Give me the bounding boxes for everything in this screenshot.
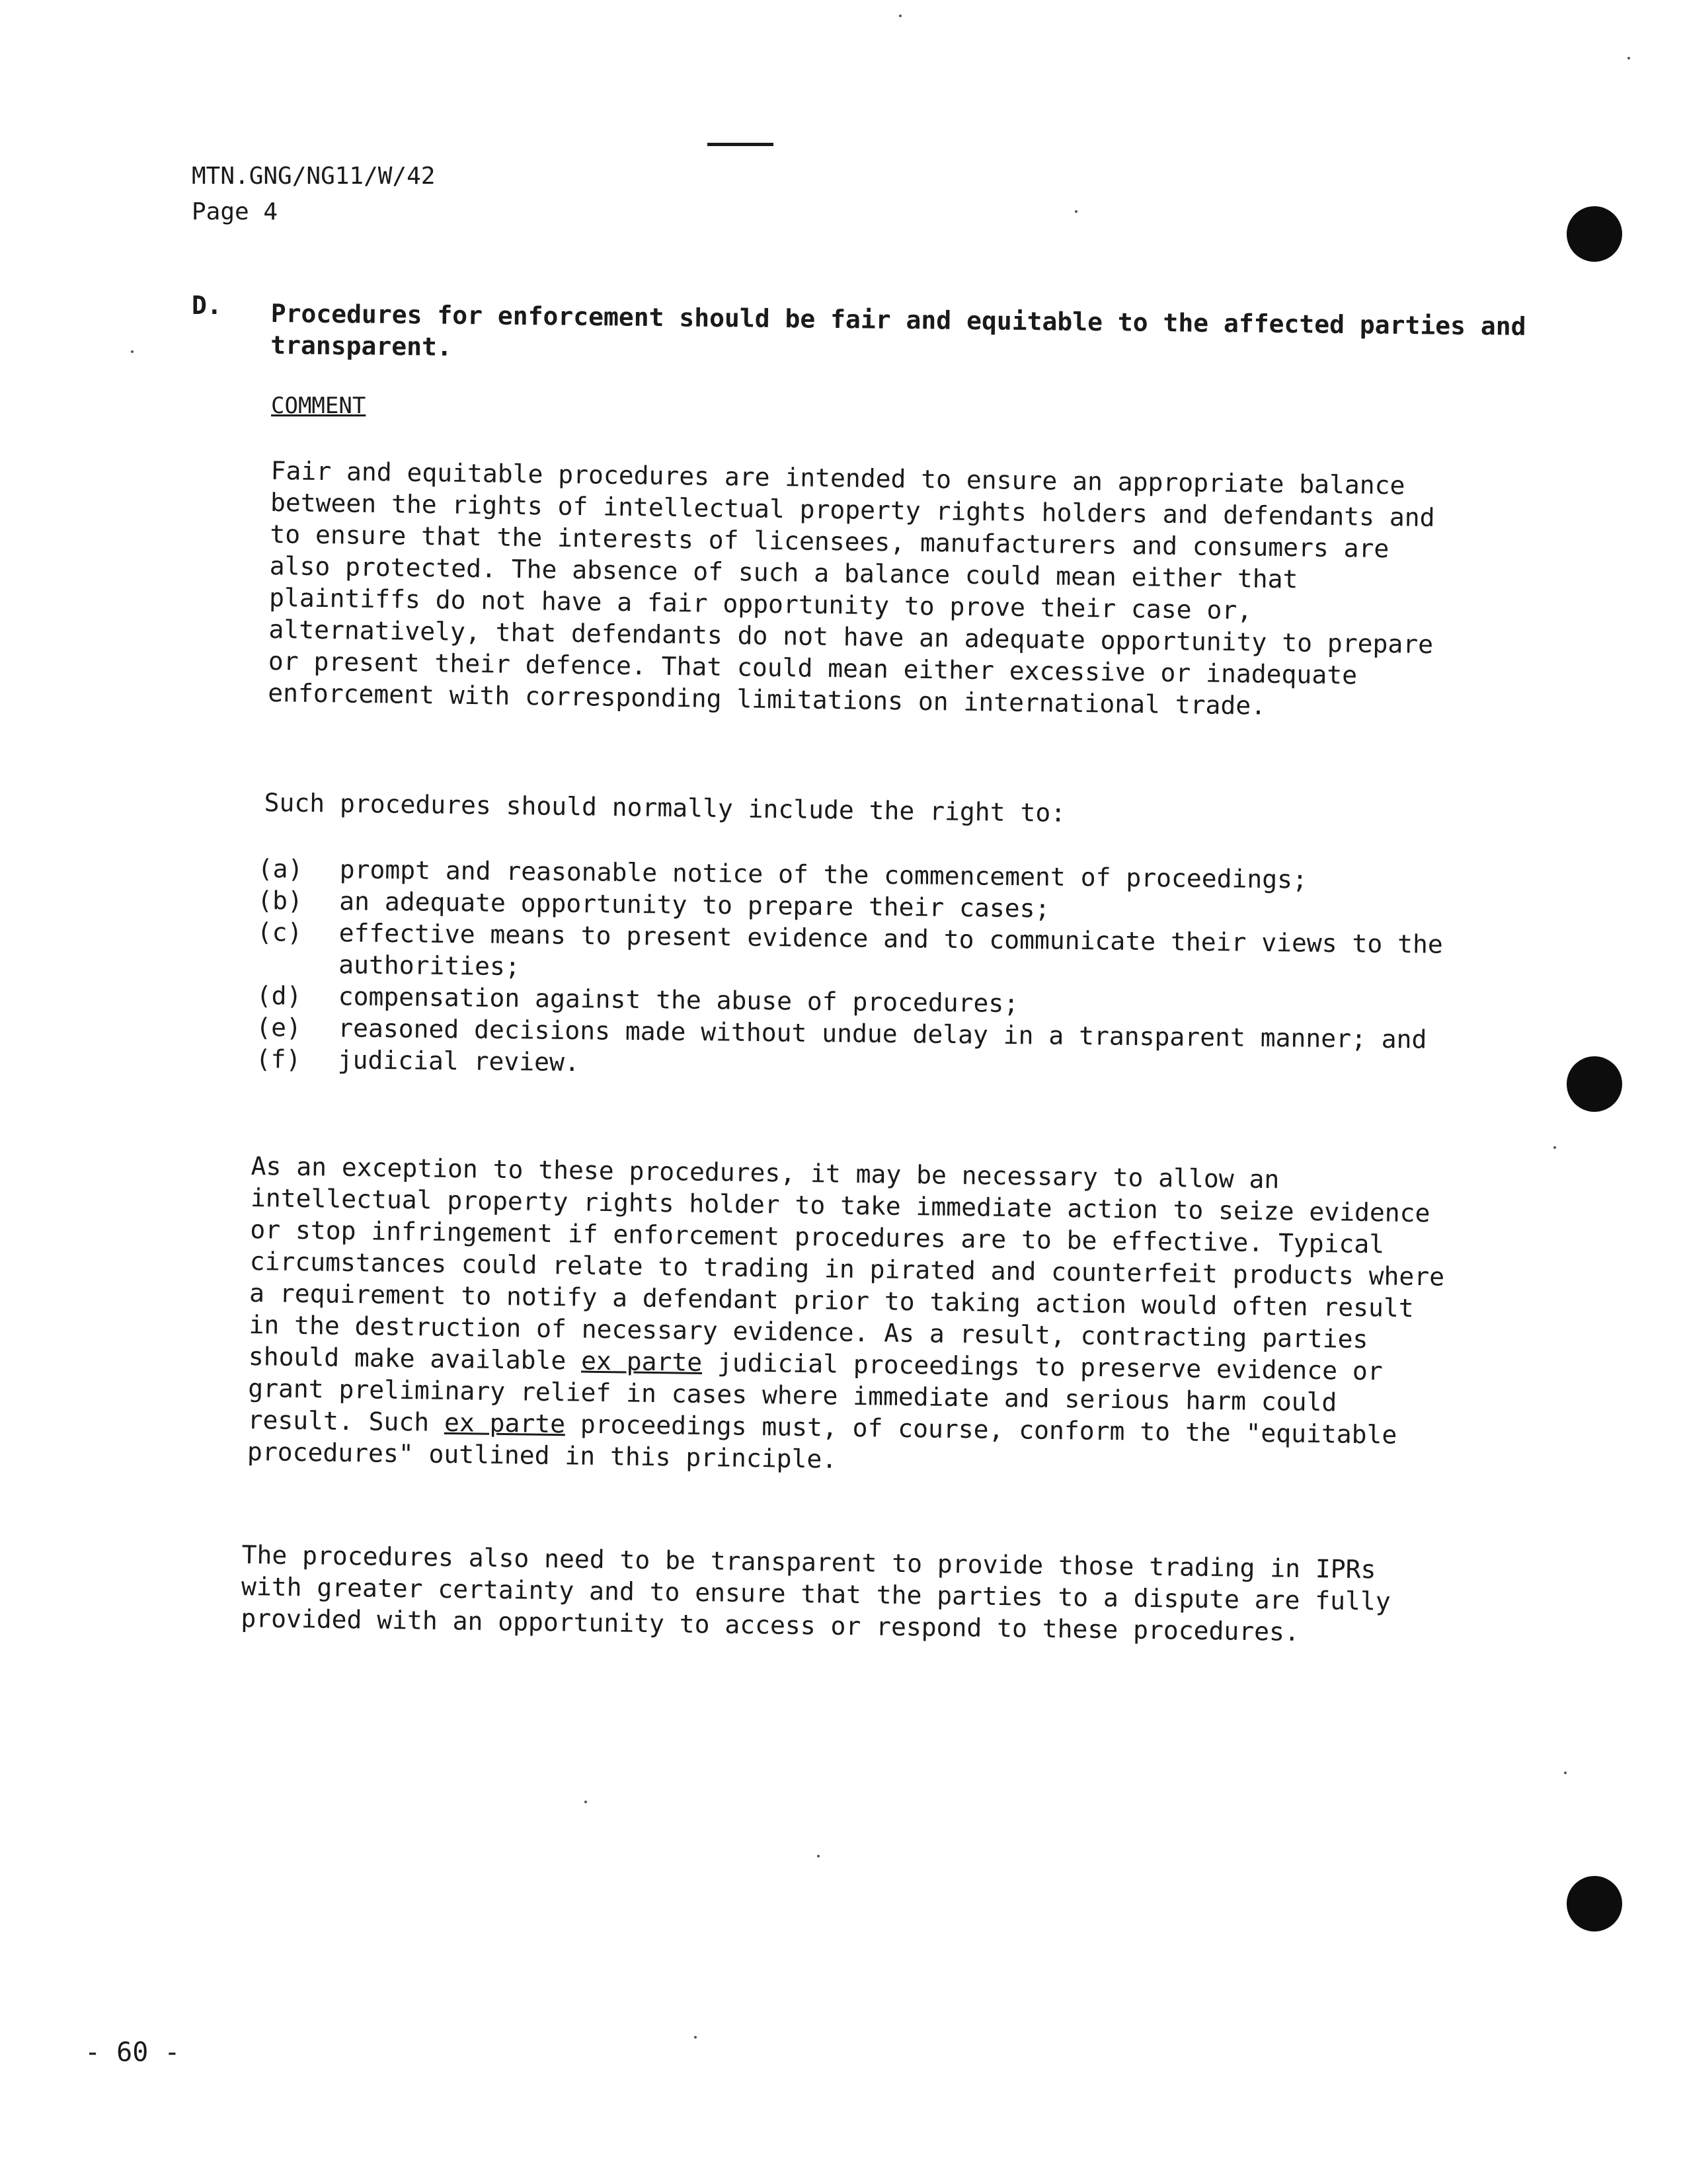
list-text: an adequate opportunity to prepare their cases; [339,886,1050,923]
page-number: - 60 - [85,2037,180,2068]
scan-speck [1075,210,1077,213]
list-marker: (c) [256,917,303,947]
list-marker: (a) [257,853,303,884]
scan-speck [1553,1146,1556,1149]
scan-speck [131,350,134,353]
latin-term-ex-parte: ex parte [580,1346,703,1377]
comment-label: COMMENT [271,393,366,419]
latin-term-ex-parte: ex parte [444,1407,566,1439]
punch-hole [1567,206,1622,262]
paragraph-balance: Fair and equitable procedures are intended to ensure an appropriate balance between the rights of intellectual property rights holders and defendants and to ensure that the interests of licensees, manufacturers and consumers are also protected. The absence of such a balance could mean either that plaintiffs do not have a fair opportunity to prove their case or, alternatively, that defendants do not have an adequate opportunity to prepare or present their defence. That could mean either excessive or inadequate enforcement with corresponding limitations on international trade. [267,455,1435,721]
punch-hole [1567,1056,1622,1112]
scan-speck [899,15,902,17]
scan-speck [1564,1772,1567,1774]
list-marker: (f) [255,1044,301,1074]
list-text: prompt and reasonable notice of the commencement of proceedings; [339,855,1308,894]
list-text: compensation against the abuse of procedures; [338,982,1019,1019]
header-rule [707,143,773,146]
list-intro: Such procedures should normally include the right to: [264,787,1066,828]
section-heading: Procedures for enforcement should be fair and equitable to the affected parties and transparent. [270,298,1526,362]
document-symbol: MTN.GNG/NG11/W/42 [192,163,436,190]
document-reference [192,159,435,230]
paragraph-exception [247,1150,1454,1483]
paragraph-text: As an exception to these procedures, it may be necessary to allow an intellectual property rights holder to take immediate action to seize evidence or stop infringement if enforcement procedures are to be effective. Typical circumstances could relate to trading in pirated and counterfeit products where a requirement to notify a defendant prior to taking action would often result in the destruction of necessary evidence. As a result, contracting parties should make available [248,1151,1445,1376]
list-text: reasoned decisions made without undue delay in a transparent manner; and [337,1013,1427,1054]
punch-hole [1567,1876,1622,1931]
paragraph-text: judicial proceedings to preserve evidence or grant preliminary relief in cases where immediate and serious harm could result. Such [247,1347,1383,1437]
rights-list [255,853,1480,1087]
paragraph-text: proceedings must, of course, conform to the "equitable procedures" outlined in this principle. [247,1409,1397,1474]
list-text: judicial review. [337,1045,580,1077]
scan-speck [584,1801,587,1803]
list-marker: (d) [256,980,302,1011]
page-label: Page 4 [192,198,278,225]
scan-speck [694,2036,697,2039]
list-text: effective means to present evidence and to communicate their views to the authorities; [338,918,1443,982]
scan-speck [817,1855,820,1857]
list-marker: (e) [256,1012,302,1042]
list-marker: (b) [257,885,303,916]
section-letter: D. [192,291,222,320]
scan-speck [1627,57,1630,59]
paragraph-transparency: The procedures also need to be transparent to provide those trading in IPRs with greater certainty and to ensure that the parties to a dispute are fully provided with an opportunity to access or respond to these procedures. [241,1540,1391,1647]
